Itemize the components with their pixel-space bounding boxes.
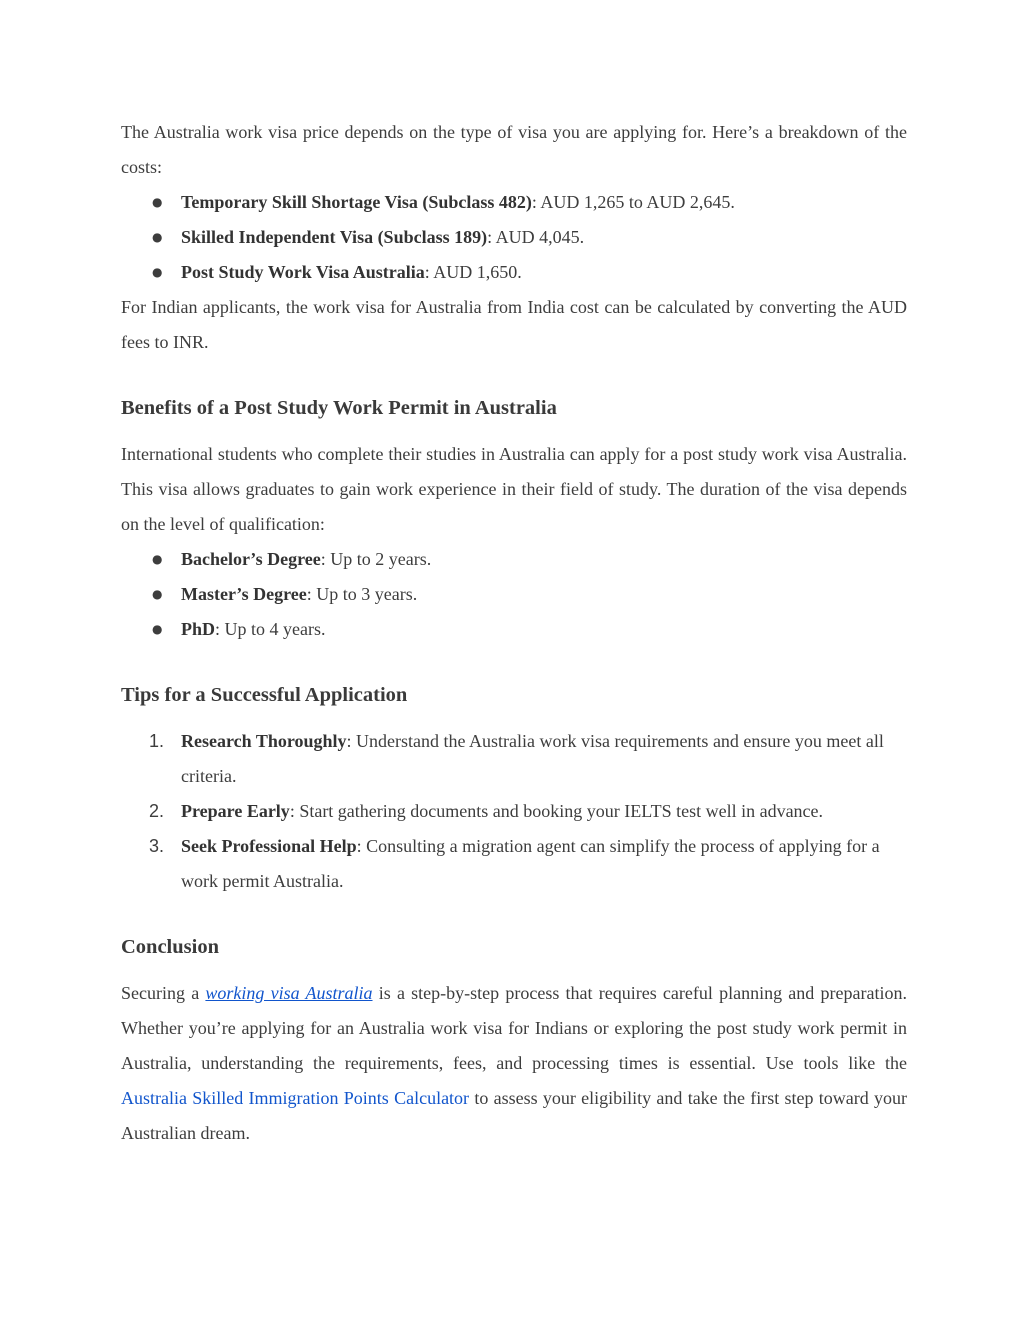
- tips-heading: Tips for a Successful Application: [121, 684, 408, 706]
- tips-list: [121, 724, 907, 899]
- tip-label: Seek Professional Help: [181, 836, 357, 856]
- visa-cost-value: : AUD 1,265 to AUD 2,645.: [531, 192, 735, 212]
- visa-cost-value: : AUD 1,650.: [424, 262, 522, 282]
- list-item: [121, 794, 907, 829]
- qualification-list: [121, 542, 907, 647]
- working-visa-link[interactable]: working visa Australia: [205, 983, 373, 1003]
- conclusion-heading: Conclusion: [121, 936, 219, 958]
- qualification-value: : Up to 3 years.: [306, 584, 418, 604]
- conclusion-text: Securing a: [121, 983, 206, 1003]
- visa-cost-list: [121, 185, 907, 290]
- visa-cost-label: Temporary Skill Shortage Visa (Subclass 482): [181, 192, 532, 212]
- qualification-label: Master’s Degree: [181, 584, 307, 604]
- list-item: [121, 612, 907, 647]
- list-number: 2.: [149, 801, 165, 821]
- list-item: [121, 577, 907, 612]
- bullet-icon: ●: [152, 622, 163, 636]
- qualification-label: PhD: [181, 619, 216, 639]
- benefits-heading: Benefits of a Post Study Work Permit in Australia: [121, 397, 557, 419]
- list-item: [121, 220, 907, 255]
- list-item: [121, 724, 907, 794]
- list-item: [121, 542, 907, 577]
- qualification-label: Bachelor’s Degree: [181, 549, 321, 569]
- visa-cost-value: : AUD 4,045.: [487, 227, 585, 247]
- list-item: [121, 829, 907, 899]
- visa-cost-label: Skilled Independent Visa (Subclass 189): [181, 227, 488, 247]
- indian-applicants-paragraph: For Indian applicants, the work visa for Australia from India cost can be calculated by converting the AUD fees to INR.: [121, 297, 907, 352]
- list-number: 3.: [149, 836, 165, 856]
- tip-text: : Consulting a migration agent can simplify the process of applying for a work permit Australia.: [181, 836, 880, 891]
- list-item: [121, 255, 907, 290]
- bullet-icon: ●: [152, 587, 163, 601]
- bullet-icon: ●: [152, 265, 163, 279]
- conclusion-text: is a step-by-step process that requires careful planning and preparation. Whether you’re applying for an Australia work visa for Indians or exploring the post study work permit in Australia, understanding the requirements, fees, and processing times is essential. Use tools like the: [121, 983, 907, 1073]
- list-number: 1.: [149, 731, 165, 751]
- tip-text: : Start gathering documents and booking your IELTS test well in advance.: [289, 801, 824, 821]
- points-calculator-link[interactable]: Australia Skilled Immigration Points Calculator: [121, 1088, 470, 1108]
- qualification-value: : Up to 2 years.: [320, 549, 432, 569]
- tip-label: Prepare Early: [181, 801, 290, 821]
- bullet-icon: ●: [152, 230, 163, 244]
- bullet-icon: ●: [152, 195, 163, 209]
- visa-cost-label: Post Study Work Visa Australia: [181, 262, 425, 282]
- qualification-value: : Up to 4 years.: [215, 619, 326, 639]
- document-page: [121, 115, 907, 1151]
- tip-label: Research Thoroughly: [181, 731, 347, 751]
- bullet-icon: ●: [152, 552, 163, 566]
- list-item: [121, 185, 907, 220]
- benefits-paragraph: International students who complete their studies in Australia can apply for a post study work visa Australia. This visa allows graduates to gain work experience in their field of study. The duration of the visa depends on the level of qualification:: [121, 444, 907, 534]
- conclusion-paragraph: [121, 976, 907, 1151]
- tip-text: : Understand the Australia work visa requirements and ensure you meet all criteria.: [181, 731, 884, 786]
- costs-intro-paragraph: The Australia work visa price depends on the type of visa you are applying for. Here’s a breakdown of the costs:: [121, 122, 907, 177]
- conclusion-text: to assess your eligibility and take the first step toward your Australian dream.: [121, 1088, 908, 1143]
